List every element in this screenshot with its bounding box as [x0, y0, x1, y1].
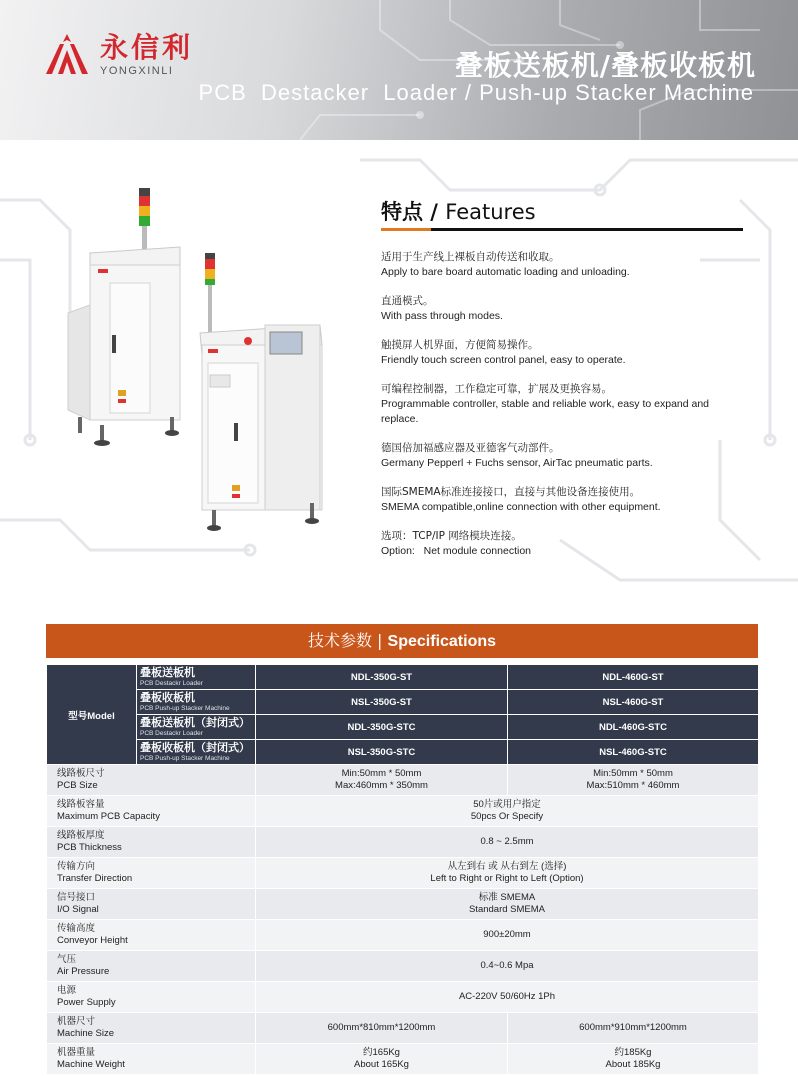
spec-row — [47, 982, 759, 1013]
spec-label-cn: 电源 — [57, 985, 77, 996]
page-title-cn: 叠板送板机/叠板收板机 — [454, 49, 756, 82]
spec-value: 标准 SMEMA Standard SMEMA — [256, 889, 759, 920]
spec-value: 600mm*910mm*1200mm — [508, 1013, 759, 1044]
feature-cn: 触摸屏人机界面，方便简易操作。 — [381, 339, 539, 351]
model-type — [137, 715, 256, 740]
feature-item — [381, 382, 741, 427]
features-list — [381, 250, 741, 573]
feature-cn: 选项：TCP/IP 网络模块连接。 — [381, 530, 522, 542]
spec-label — [47, 1044, 256, 1075]
spec-row — [47, 796, 759, 827]
feature-en: SMEMA compatible,online connection with other equipment. — [381, 501, 661, 513]
spec-value: 约165Kg About 165Kg — [256, 1044, 508, 1075]
logo-cn-text: 永信利 — [100, 31, 194, 64]
model-row — [47, 690, 759, 715]
spec-label — [47, 951, 256, 982]
feature-item — [381, 250, 741, 280]
model-type — [137, 690, 256, 715]
spec-label-en: Machine Weight — [57, 1059, 125, 1070]
spec-value: Min:50mm * 50mm Max:510mm * 460mm — [508, 765, 759, 796]
spec-row — [47, 951, 759, 982]
model-type — [137, 740, 256, 765]
specifications-table — [46, 664, 759, 1075]
feature-cn: 适用于生产线上裸板自动传送和收取。 — [381, 251, 560, 263]
model-row — [47, 740, 759, 765]
model-type-cn: 叠板收板机（封闭式） — [140, 741, 250, 754]
spec-row — [47, 1044, 759, 1075]
spec-label-cn: 传输方向 — [57, 861, 96, 872]
model-cell: NDL-460G-ST — [508, 665, 759, 690]
model-cell: NSL-460G-STC — [508, 740, 759, 765]
feature-cn: 国际SMEMA标准连接接口，直接与其他设备连接使用。 — [381, 486, 641, 498]
spec-value: 0.8 ~ 2.5mm — [256, 827, 759, 858]
loader-machine — [68, 188, 180, 446]
spec-label-en: Air Pressure — [57, 966, 110, 977]
model-cell: NSL-350G-ST — [256, 690, 508, 715]
spec-row — [47, 889, 759, 920]
spec-label-en: I/O Signal — [57, 904, 99, 915]
model-type-cn: 叠板送板机（封闭式） — [140, 716, 250, 729]
stacker-machine — [200, 253, 322, 531]
spec-label-cn: 传输高度 — [57, 923, 96, 934]
model-type-en: PCB Destackr Loader — [140, 729, 203, 737]
spec-value: Min:50mm * 50mm Max:460mm * 350mm — [256, 765, 508, 796]
model-type — [137, 665, 256, 690]
features-heading-cn: 特点 / — [381, 200, 446, 224]
spec-row — [47, 858, 759, 889]
spec-value: AC-220V 50/60Hz 1Ph — [256, 982, 759, 1013]
spec-label-en: PCB Thickness — [57, 842, 122, 853]
spec-label-cn: 气压 — [57, 954, 77, 965]
spec-label-cn: 线路板尺寸 — [57, 768, 105, 779]
logo-en-text: YONGXINLI — [100, 65, 174, 77]
spec-label-en: PCB Size — [57, 780, 98, 791]
spec-row — [47, 920, 759, 951]
spec-label-cn: 机器重量 — [57, 1047, 96, 1058]
spec-value: 50片或用户指定 50pcs Or Specify — [256, 796, 759, 827]
feature-item — [381, 294, 741, 324]
features-heading-en: Features — [445, 200, 536, 224]
feature-en: Programmable controller, stable and reliable work, easy to expand and replace. — [381, 398, 710, 425]
page-title-en: PCB Destacker Loader / Push-up Stacker Machine — [198, 80, 754, 105]
model-type-cn: 叠板送板机 — [140, 666, 195, 679]
model-label: 型号Model — [47, 665, 137, 765]
model-type-en: PCB Push-up Stacker Machine — [140, 754, 230, 762]
spec-value: 0.4~0.6 Mpa — [256, 951, 759, 982]
model-cell: NSL-460G-ST — [508, 690, 759, 715]
feature-item — [381, 441, 741, 471]
spec-label-en: Conveyor Height — [57, 935, 128, 946]
specifications-heading — [46, 624, 758, 658]
feature-cn: 直通模式。 — [381, 295, 434, 307]
model-row — [47, 665, 759, 690]
spec-heading-en: Specifications — [387, 633, 497, 650]
feature-en: Friendly touch screen control panel, easy to operate. — [381, 354, 626, 366]
feature-en: Germany Pepperl + Fuchs sensor, AirTac pneumatic parts. — [381, 457, 653, 469]
spec-label-cn: 机器尺寸 — [57, 1016, 96, 1027]
header-banner — [0, 0, 798, 140]
spec-label — [47, 1013, 256, 1044]
spec-label-cn: 线路板厚度 — [57, 830, 105, 841]
spec-value: 约185Kg About 185Kg — [508, 1044, 759, 1075]
spec-row — [47, 1013, 759, 1044]
spec-label — [47, 796, 256, 827]
feature-cn: 德国倍加福感应器及亚德客气动部件。 — [381, 442, 560, 454]
spec-value: 900±20mm — [256, 920, 759, 951]
feature-item — [381, 338, 741, 368]
model-cell: NDL-350G-ST — [256, 665, 508, 690]
spec-label-en: Maximum PCB Capacity — [57, 811, 160, 822]
model-cell: NDL-460G-STC — [508, 715, 759, 740]
model-cell: NDL-350G-STC — [256, 715, 508, 740]
feature-en: Option: Net module connection — [381, 545, 532, 557]
spec-label — [47, 982, 256, 1013]
spec-heading-cn: 技术参数 | — [307, 631, 388, 650]
model-type-en: PCB Destackr Loader — [140, 679, 203, 687]
machines-illustration — [60, 185, 340, 545]
feature-en: Apply to bare board automatic loading and unloading. — [381, 266, 630, 278]
spec-label — [47, 765, 256, 796]
spec-label-cn: 线路板容量 — [57, 799, 105, 810]
spec-row — [47, 765, 759, 796]
features-heading — [381, 196, 536, 226]
spec-label-cn: 信号接口 — [57, 892, 96, 903]
spec-label — [47, 889, 256, 920]
model-type-cn: 叠板收板机 — [140, 691, 195, 704]
spec-label-en: Machine Size — [57, 1028, 115, 1039]
feature-en: With pass through modes. — [381, 310, 503, 322]
spec-label-en: Power Supply — [57, 997, 116, 1008]
spec-label-en: Transfer Direction — [57, 873, 133, 884]
spec-value: 600mm*810mm*1200mm — [256, 1013, 508, 1044]
spec-label — [47, 858, 256, 889]
spec-value: 从左到右 或 从右到左 (选择) Left to Right or Right to Left (Option) — [256, 858, 759, 889]
logo-mark-icon — [40, 30, 94, 80]
features-divider — [381, 228, 743, 231]
spec-label — [47, 827, 256, 858]
model-row — [47, 715, 759, 740]
model-cell: NSL-350G-STC — [256, 740, 508, 765]
model-type-en: PCB Push-up Stacker Machine — [140, 704, 230, 712]
feature-item — [381, 485, 741, 515]
spec-row — [47, 827, 759, 858]
feature-item — [381, 529, 741, 559]
company-logo — [40, 30, 193, 80]
spec-label — [47, 920, 256, 951]
feature-cn: 可编程控制器，工作稳定可靠，扩展及更换容易。 — [381, 383, 612, 395]
